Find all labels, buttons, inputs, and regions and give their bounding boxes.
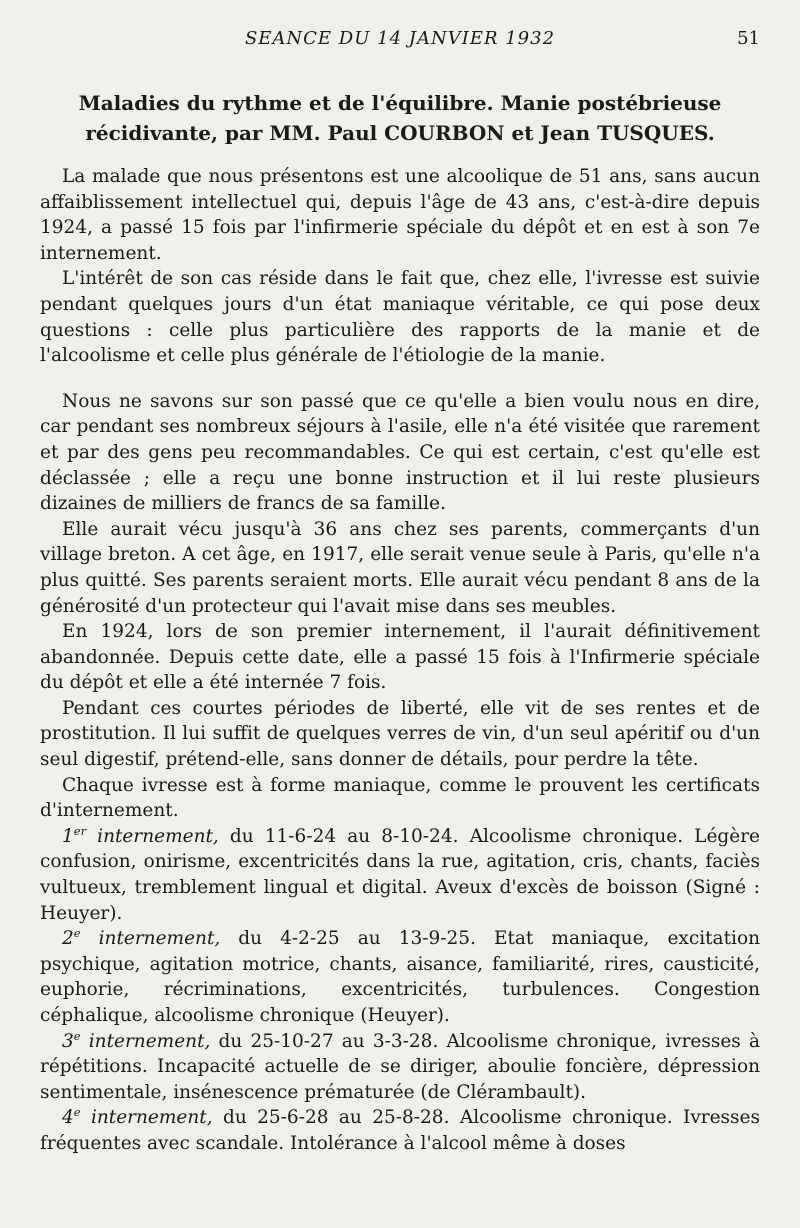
- paragraph-1924: En 1924, lors de son premier internement, il l'aurait définitivement abandonnée. Depuis cette date, elle a passé 15 fois à l'Infirmerie spéciale du dépôt et elle a été internée 7 fois.: [40, 621, 760, 694]
- article-title-line-2: récidivante, par MM. Paul COURBON et Jean TUSQUES.: [85, 121, 715, 145]
- internment-text-4: du 25-6-28 au 25-8-28. Alcoolisme chronique. Ivresses fréquentes avec scandale. Intolérance à l'alcool même à doses: [40, 1107, 760, 1154]
- paragraph-past: Nous ne savons sur son passé que ce qu'elle a bien voulu nous en dire, car pendant ses nombreux séjours à l'asile, elle n'a été visitée que rarement et par des gens peu recommandables. Ce qui est certain, c'est qu'elle est déclassée ; elle a reçu une bonne instruction et il lui reste plusieurs dizaines de milliers de francs de sa famille.: [40, 390, 760, 515]
- internment-text-3: du 25-10-27 au 3-3-28. Alcoolisme chronique, ivresses à répétitions. Incapacité actuelle de se diriger, aboulie foncière, dépression sentimentale, insénescence prématurée (de Clérambault).: [40, 1030, 760, 1103]
- article-body: [40, 164, 760, 1157]
- article-title-line-1: Maladies du rythme et de l'équilibre. Manie postébrieuse: [78, 91, 722, 115]
- internment-entry-1: [40, 824, 760, 926]
- running-title: SEANCE DU 14 JANVIER 1932: [244, 28, 556, 49]
- internment-text-1: du 11-6-24 au 8-10-24. Alcoolisme chronique. Légère confusion, onirisme, excentricités dans la rue, agitation, cris, chants, faciès vultueux, tremblement lingual et digital. Aveux d'excès de boisson (Signé : Heuyer).: [40, 825, 760, 924]
- paragraph-parents: Elle aurait vécu jusqu'à 36 ans chez ses parents, commerçants d'un village breton. A cet âge, en 1917, elle serait venue seule à Paris, qu'elle n'a plus quitté. Ses parents seraient morts. Elle aurait vécu pendant 8 ans de la générosité d'un protecteur qui l'avait mise dans ses meubles.: [40, 518, 760, 617]
- internment-entry-3: [40, 1029, 760, 1106]
- internment-entry-2: [40, 926, 760, 1028]
- page-number: 51: [737, 28, 760, 49]
- paragraph-certificates: Chaque ivresse est à forme maniaque, comme le prouvent les certificats d'internement.: [40, 774, 760, 822]
- page-header: [40, 28, 760, 58]
- article-title: [40, 88, 760, 148]
- internment-label-1: 1er internement,: [62, 823, 219, 847]
- paragraph-intro: La malade que nous présentons est une alcoolique de 51 ans, sans aucun affaiblissement intellectuel qui, depuis l'âge de 43 ans, c'est-à-dire depuis 1924, a passé 15 fois par l'infirmerie spéciale du dépôt et en est à son 7e internement.: [40, 166, 760, 264]
- internment-label-2: 2e internement,: [62, 926, 221, 950]
- internment-label-4: 4e internement,: [62, 1105, 213, 1129]
- internment-text-2: du 4-2-25 au 13-9-25. Etat maniaque, excitation psychique, agitation motrice, chants, aisance, familiarité, rires, causticité, euphorie, récriminations, excentricités, turbulences. Congestion céphalique, alcoolisme chronique (Heuyer).: [40, 928, 760, 1026]
- internment-label-3: 3e internement,: [62, 1028, 211, 1052]
- paragraph-interest: L'intérêt de son cas réside dans le fait que, chez elle, l'ivresse est suivie pendant quelques jours d'un état maniaque véritable, ce qui pose deux questions : celle plus particulière des rapports de la manie et de l'alcoolisme et celle plus générale de l'étiologie de la manie.: [40, 268, 760, 367]
- internment-entry-4: [40, 1105, 760, 1156]
- paragraph-liberty: Pendant ces courtes périodes de liberté, elle vit de ses rentes et de prostitution. Il lui suffit de quelques verres de vin, d'un seul apéritif ou d'un seul digestif, prétend-elle, sans donner de détails, pour perdre la tête.: [40, 697, 760, 771]
